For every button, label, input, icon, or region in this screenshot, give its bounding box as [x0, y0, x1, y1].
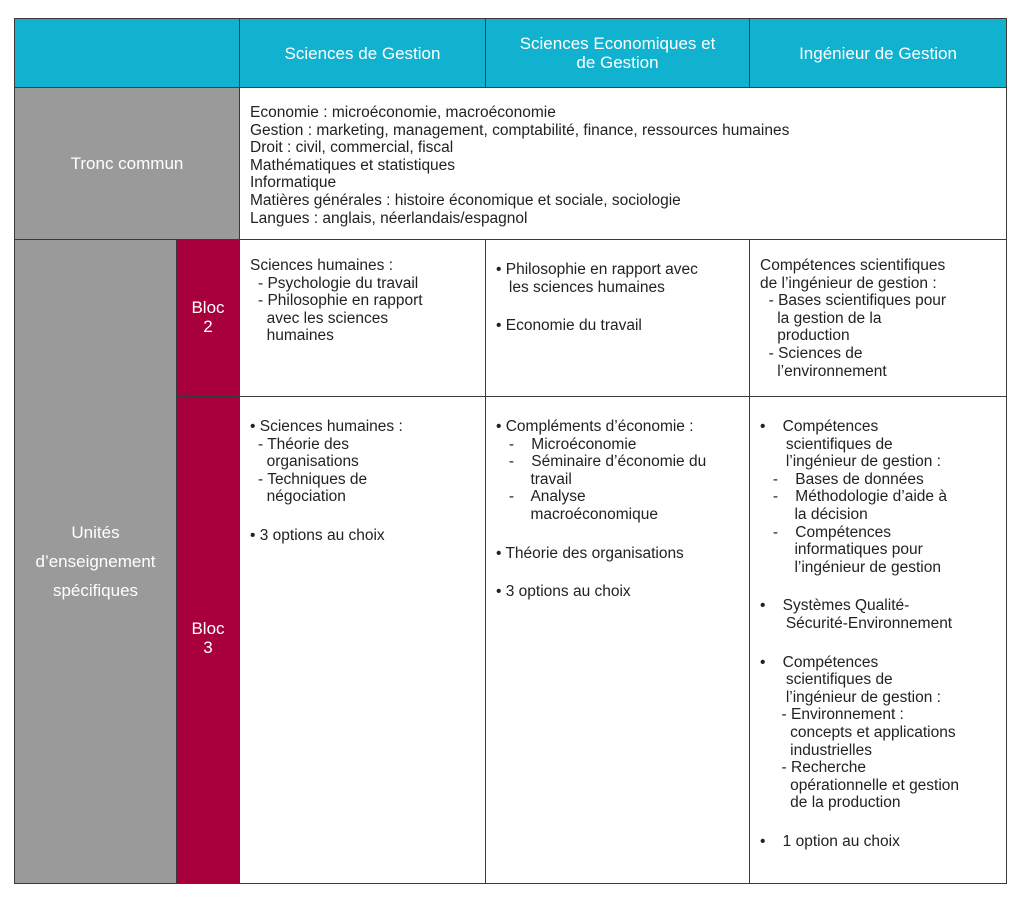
bloc3-col1-line: - Techniques de [258, 470, 368, 488]
bloc3-col3-line: • Compétences [760, 653, 879, 671]
bloc3-col2-line: macroéconomique [496, 505, 658, 523]
bloc3-col3-line: - Compétences [760, 523, 891, 541]
tronc-line: Langues : anglais, néerlandais/espagnol [250, 209, 528, 227]
bloc3-col2-line: • Compléments d’économie : [496, 418, 694, 435]
bloc-2-label-cell [176, 239, 240, 397]
bloc2-col2-line: • Economie du travail [496, 317, 642, 335]
bloc-3-label-line1: Bloc [191, 619, 225, 638]
spacer [760, 633, 1006, 654]
tronc-commun-label: Tronc commun [70, 154, 184, 173]
bloc3-col3-line: scientifiques de [760, 435, 893, 453]
spacer [496, 524, 749, 545]
bloc2-col1-line: avec les sciences [258, 309, 389, 327]
bloc2-col1-line: humaines [258, 327, 334, 345]
bloc3-col3-line: scientifiques de [760, 671, 893, 689]
bloc2-col3-line: - Sciences de [760, 344, 863, 362]
bloc2-col3-line: Compétences scientifiques [760, 257, 946, 274]
bloc2-col3-line: l’environnement [760, 362, 887, 380]
bloc3-col3-line: concepts et applications [760, 723, 956, 741]
unites-label-line2: d’enseignement [35, 552, 156, 571]
header-col2-label-line1: Sciences Economiques et [519, 34, 716, 53]
bloc3-col3-line: de la production [760, 794, 901, 812]
bloc3-col3-line: l’ingénieur de gestion [760, 558, 941, 576]
unites-label-line1: Unités [71, 523, 120, 542]
bloc-3-ingenieur-de-gestion [749, 396, 1007, 884]
tronc-line: Informatique [250, 174, 337, 192]
tronc-commun-content [239, 87, 1007, 240]
tronc-line: Droit : civil, commercial, fiscal [250, 139, 454, 157]
bloc-2-ingenieur-de-gestion [749, 239, 1007, 397]
bloc3-col2-line: - Microéconomie [496, 435, 637, 453]
bloc-3-sciences-de-gestion [239, 396, 486, 884]
header-sciences-de-gestion [239, 18, 486, 88]
bloc3-col3-line: • 1 option au choix [760, 832, 900, 850]
spacer [496, 562, 749, 583]
bloc3-col1-line: - Théorie des [258, 435, 350, 453]
tronc-commun-label-cell [14, 87, 240, 240]
bloc3-col3-line: l’ingénieur de gestion : [760, 453, 941, 471]
bloc3-col3-line: - Méthodologie d’aide à [760, 488, 947, 506]
spacer [250, 506, 485, 527]
bloc3-col3-line: opérationnelle et gestion [760, 776, 960, 794]
bloc3-col2-line: - Séminaire d’économie du [496, 453, 707, 471]
bloc3-col3-line: - Recherche [760, 759, 866, 777]
unites-label-cell [14, 239, 177, 884]
bloc3-col3-line: Sécurité-Environnement [760, 614, 953, 632]
bloc3-col3-line: l’ingénieur de gestion : [760, 688, 941, 706]
bloc-2-sciences-de-gestion [239, 239, 486, 397]
bloc2-col1-line: Sciences humaines : [250, 257, 394, 274]
spacer [760, 812, 1006, 833]
header-col3-label: Ingénieur de Gestion [799, 43, 957, 63]
bloc2-col3-line: production [760, 327, 850, 345]
bloc2-col3-line: - Bases scientifiques pour [760, 292, 947, 310]
bloc3-col2-line: • 3 options au choix [496, 583, 631, 601]
bloc2-col1-line: - Psychologie du travail [258, 274, 419, 292]
bloc3-col2-line: - Analyse [496, 488, 586, 506]
bloc3-col1-line: négociation [258, 488, 346, 506]
bloc3-col2-line: • Théorie des organisations [496, 544, 684, 562]
bloc3-col1-line: organisations [258, 453, 359, 471]
tronc-line: Matières générales : histoire économique et sociale, sociologie [250, 191, 681, 209]
bloc3-col3-line: - Environnement : [760, 706, 904, 724]
spacer [496, 296, 749, 317]
bloc-3-label-cell [176, 396, 240, 884]
tronc-line: Mathématiques et statistiques [250, 156, 456, 174]
bloc-2-sciences-economiques [485, 239, 750, 397]
unites-label-line3: spécifiques [52, 581, 139, 600]
bloc3-col1-line: • Sciences humaines : [250, 418, 403, 435]
tronc-line: Gestion : marketing, management, comptabilité, finance, ressources humaines [250, 121, 790, 139]
bloc2-col1-line: - Philosophie en rapport [258, 292, 423, 310]
bloc2-col2-line: les sciences humaines [496, 278, 665, 296]
bloc2-col2-line: • Philosophie en rapport avec [496, 261, 698, 278]
bloc3-col3-line: la décision [760, 505, 868, 523]
bloc-3-label-line2: 3 [203, 638, 213, 657]
bloc2-col3-line: la gestion de la [760, 309, 882, 327]
header-col1-label: Sciences de Gestion [284, 43, 441, 63]
bloc2-col3-line: de l’ingénieur de gestion : [760, 274, 937, 292]
header-sciences-economiques [485, 18, 750, 88]
spacer [760, 576, 1006, 597]
bloc-3-sciences-economiques [485, 396, 750, 884]
bloc3-col1-line: • 3 options au choix [250, 526, 385, 544]
bloc3-col3-line: • Compétences [760, 418, 879, 435]
bloc3-col3-line: - Bases de données [760, 470, 924, 488]
header-col2-label-line2: de Gestion [576, 53, 659, 72]
bloc3-col2-line: travail [496, 470, 572, 488]
header-ingenieur-de-gestion [749, 18, 1007, 88]
bloc-2-label-line1: Bloc [191, 298, 225, 317]
bloc-2-label-line2: 2 [203, 317, 213, 336]
header-empty-cell [14, 18, 240, 88]
bloc3-col3-line: industrielles [760, 741, 872, 759]
bloc3-col3-line: • Systèmes Qualité- [760, 597, 910, 615]
tronc-line: Economie : microéconomie, macroéconomie [250, 104, 556, 121]
bloc3-col3-line: informatiques pour [760, 541, 923, 559]
